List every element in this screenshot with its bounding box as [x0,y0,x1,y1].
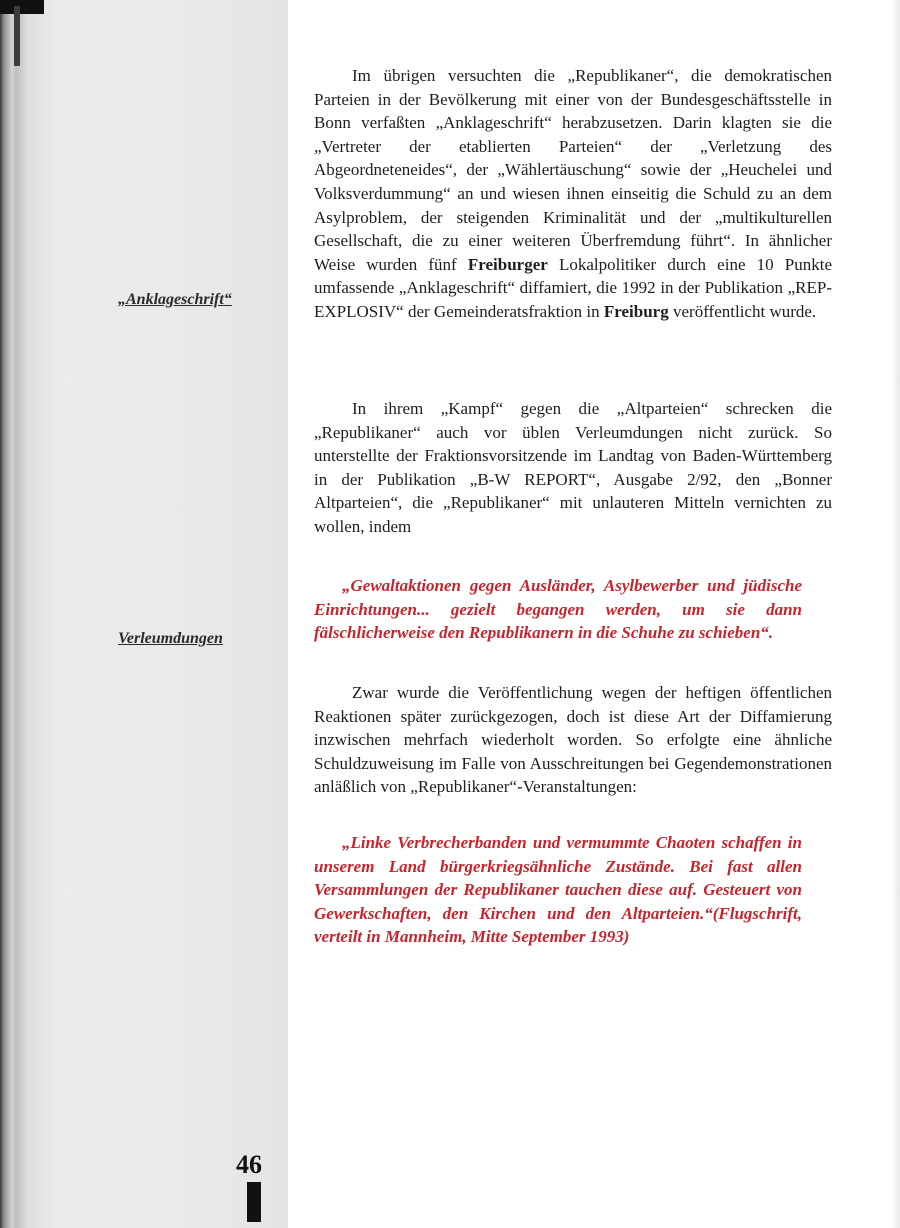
bold-freiburg-2: Freiburg [603,301,669,321]
page-number-bar [247,1182,261,1222]
paragraph-1-text [314,64,832,324]
paragraph-3-text: Zwar wurde die Veröffentlichung wegen der heftigen öffentlichen Reaktionen später zurückgezogen, doch ist diese Art der Diffamierung inzwischen mehrfach wiederholt worden. So erfolgte eine ähnliche Schuldzuweisung im Falle von Ausschreitungen bei Gegendemonstrationen anläßlich von „Republikaner“-Veranstaltungen: [314,683,832,797]
paragraph-2 [314,397,832,539]
paragraph-1-part-2: Lokalpolitiker durch eine 10 Punkte umfassende „Anklageschrift“ diffamiert, die 1992 in der Publikation „REP-EXPLOSIV“ der Gemeinderatsfraktion in [314,254,833,321]
scan-corner-mark [0,0,44,14]
paragraph-1-part-1: Im übrigen versuchten die „Republikaner“, die demokratischen Parteien in der Bevölkerung mit einer von der Bundesgeschäftsstelle in Bonn verfaßten „Anklageschrift“ herabzusetzen. Darin klagten sie die „Vertreter der etablierten Parteien“ der „Verletzung des Abgeordneteneides“, der „Wählertäuschung“ sowie der „Heuchelei und Volksverdummung“ an und wiesen ihnen einseitig die Schuld zu an dem Asylproblem, der steigenden Kriminalität und der „multikulturellen Gesellschaft, die zu einer weiteren Überfremdung führt“. In ähnlicher Weise wurden fünf [314,66,832,274]
quote-2 [314,831,802,949]
margin-heading-anklageschrift: „Anklageschrift“ [118,291,232,308]
quote-1-text: „Gewaltaktionen gegen Ausländer, Asylbewerber und jüdische Einrichtungen... gezielt begangen werden, um sie dann fälschlicherweise den Republikanern in die Schuhe zu schieben“. [314,576,802,643]
paragraph-3 [314,681,832,799]
margin-heading-verleumdungen: Verleumdungen [118,630,223,647]
paragraph-2-text: In ihrem „Kampf“ gegen die „Altparteien“ schrecken die „Republikaner“ auch vor üblen Verleumdungen nicht zurück. So unterstellte der Fraktionsvorsitzende im Landtag von Baden-Württemberg in der Publikation „B-W REPORT“, Ausgabe 2/92, den „Bonner Altparteien“, die „Republikaner“ mit unlauteren Mitteln vernichten zu wollen, indem [314,399,832,536]
page-number: 46 [236,1150,262,1179]
paragraph-1 [314,64,832,324]
scan-edge-mark [14,6,20,66]
quote-2-text: „Linke Verbrecherbanden und vermummte Chaoten schaffen in unserem Land bürgerkriegsähnliche Zustände. Bei fast allen Versammlungen der Republikaner tauchen diese auf. Gesteuert von Gewerkschaften, den Kirchen und den Altparteien.“(Flugschrift, verteilt in Mannheim, Mitte September 1993) [314,833,802,947]
quote-1 [314,574,802,645]
bold-freiburger-1: Freiburger [467,254,548,274]
binding-shadow [0,0,60,1228]
paragraph-1-part-3: veröffentlicht wurde. [668,301,817,321]
right-page-edge [892,0,900,1228]
